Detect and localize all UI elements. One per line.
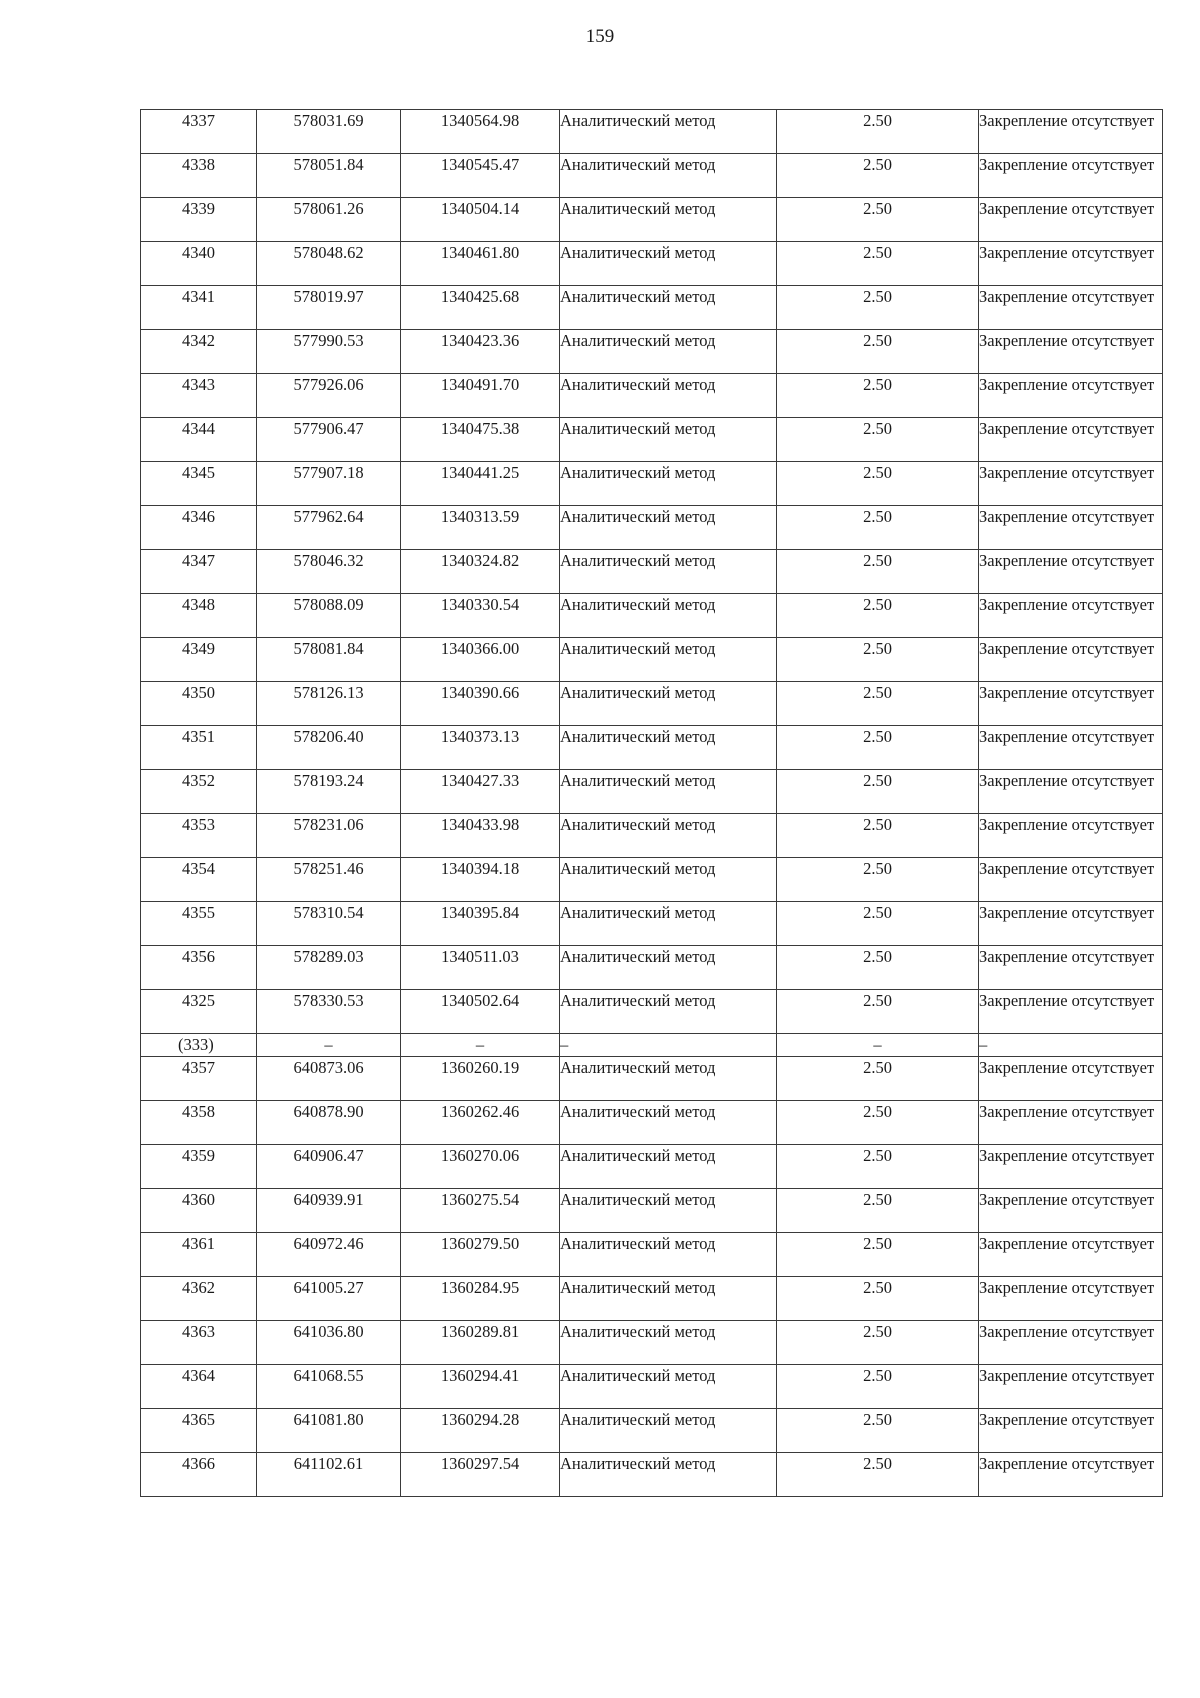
method-cell: Аналитический метод [560,550,777,594]
x-coordinate-cell: 577990.53 [257,330,401,374]
point-number-cell: 4362 [141,1277,257,1321]
point-number-cell: 4349 [141,638,257,682]
table-row [141,1277,1163,1321]
accuracy-cell: 2.50 [777,858,979,902]
accuracy-cell: 2.50 [777,110,979,154]
x-coordinate-cell: 640939.91 [257,1189,401,1233]
y-coordinate-cell: 1340504.14 [401,198,560,242]
coordinates-table-body [141,110,1163,1497]
y-coordinate-cell: 1360260.19 [401,1057,560,1101]
fixation-cell: Закрепление отсутствует [979,1189,1163,1233]
x-coordinate-cell: 641068.55 [257,1365,401,1409]
point-number-cell: 4342 [141,330,257,374]
accuracy-cell: 2.50 [777,1145,979,1189]
accuracy-cell: 2.50 [777,1101,979,1145]
accuracy-cell: 2.50 [777,1365,979,1409]
table-row [141,858,1163,902]
table-row [141,1233,1163,1277]
x-coordinate-cell: 578310.54 [257,902,401,946]
method-cell: Аналитический метод [560,1321,777,1365]
fixation-cell: Закрепление отсутствует [979,154,1163,198]
fixation-cell: Закрепление отсутствует [979,374,1163,418]
point-number-cell: 4343 [141,374,257,418]
method-cell: Аналитический метод [560,1233,777,1277]
accuracy-cell: 2.50 [777,726,979,770]
point-number-cell: 4346 [141,506,257,550]
y-coordinate-cell: 1360262.46 [401,1101,560,1145]
y-coordinate-cell: 1340313.59 [401,506,560,550]
x-coordinate-cell: 577962.64 [257,506,401,550]
table-row [141,1189,1163,1233]
fixation-cell: Закрепление отсутствует [979,110,1163,154]
point-number-cell: 4359 [141,1145,257,1189]
method-cell: Аналитический метод [560,902,777,946]
method-cell: Аналитический метод [560,330,777,374]
table-row [141,946,1163,990]
accuracy-cell: 2.50 [777,1321,979,1365]
y-coordinate-cell: 1340491.70 [401,374,560,418]
method-cell: Аналитический метод [560,1101,777,1145]
method-cell: Аналитический метод [560,1365,777,1409]
accuracy-cell: 2.50 [777,286,979,330]
accuracy-cell: 2.50 [777,242,979,286]
point-number-cell: 4355 [141,902,257,946]
table-row [141,726,1163,770]
table-row [141,1365,1163,1409]
table-row [141,374,1163,418]
x-coordinate-cell: 641081.80 [257,1409,401,1453]
y-coordinate-cell: 1340441.25 [401,462,560,506]
table-row [141,462,1163,506]
point-number-cell: 4350 [141,682,257,726]
fixation-cell: Закрепление отсутствует [979,990,1163,1034]
y-coordinate-cell: 1360297.54 [401,1453,560,1497]
table-row [141,682,1163,726]
point-number-cell: 4337 [141,110,257,154]
y-coordinate-cell: 1340475.38 [401,418,560,462]
accuracy-cell: 2.50 [777,154,979,198]
point-number-cell: 4325 [141,990,257,1034]
fixation-cell: Закрепление отсутствует [979,1145,1163,1189]
fixation-cell: Закрепление отсутствует [979,1453,1163,1497]
table-row [141,1145,1163,1189]
point-number-cell: 4340 [141,242,257,286]
y-coordinate-cell: 1340564.98 [401,110,560,154]
y-coordinate-cell: – [401,1034,560,1057]
table-row [141,902,1163,946]
point-number-cell: 4351 [141,726,257,770]
x-coordinate-cell: 641005.27 [257,1277,401,1321]
method-cell: Аналитический метод [560,110,777,154]
x-coordinate-cell: 577907.18 [257,462,401,506]
point-number-cell: 4338 [141,154,257,198]
point-number-cell: 4344 [141,418,257,462]
point-number-cell: 4365 [141,1409,257,1453]
table-row [141,1409,1163,1453]
accuracy-cell: 2.50 [777,902,979,946]
fixation-cell: Закрепление отсутствует [979,198,1163,242]
method-cell: Аналитический метод [560,594,777,638]
table-row [141,286,1163,330]
method-cell: Аналитический метод [560,770,777,814]
accuracy-cell: 2.50 [777,1453,979,1497]
fixation-cell: Закрепление отсутствует [979,506,1163,550]
table-row [141,1101,1163,1145]
page-number: 159 [585,26,615,47]
y-coordinate-cell: 1340423.36 [401,330,560,374]
method-cell: Аналитический метод [560,638,777,682]
y-coordinate-cell: 1340545.47 [401,154,560,198]
x-coordinate-cell: 578251.46 [257,858,401,902]
fixation-cell: – [979,1034,1163,1057]
method-cell: Аналитический метод [560,506,777,550]
table-row [141,154,1163,198]
x-coordinate-cell: 578330.53 [257,990,401,1034]
y-coordinate-cell: 1360270.06 [401,1145,560,1189]
method-cell: Аналитический метод [560,418,777,462]
x-coordinate-cell: 578193.24 [257,770,401,814]
y-coordinate-cell: 1340427.33 [401,770,560,814]
y-coordinate-cell: 1340330.54 [401,594,560,638]
table-row [141,110,1163,154]
x-coordinate-cell: 640873.06 [257,1057,401,1101]
point-number-cell: 4363 [141,1321,257,1365]
x-coordinate-cell: – [257,1034,401,1057]
accuracy-cell: 2.50 [777,462,979,506]
fixation-cell: Закрепление отсутствует [979,594,1163,638]
fixation-cell: Закрепление отсутствует [979,1057,1163,1101]
x-coordinate-cell: 578031.69 [257,110,401,154]
method-cell: Аналитический метод [560,1453,777,1497]
x-coordinate-cell: 641036.80 [257,1321,401,1365]
accuracy-cell: 2.50 [777,1409,979,1453]
point-number-cell: 4357 [141,1057,257,1101]
method-cell: – [560,1034,777,1057]
method-cell: Аналитический метод [560,946,777,990]
y-coordinate-cell: 1340366.00 [401,638,560,682]
table-row [141,814,1163,858]
x-coordinate-cell: 577926.06 [257,374,401,418]
x-coordinate-cell: 578061.26 [257,198,401,242]
accuracy-cell: 2.50 [777,946,979,990]
fixation-cell: Закрепление отсутствует [979,638,1163,682]
table-row [141,330,1163,374]
y-coordinate-cell: 1360284.95 [401,1277,560,1321]
method-cell: Аналитический метод [560,814,777,858]
point-number-cell: 4366 [141,1453,257,1497]
x-coordinate-cell: 578088.09 [257,594,401,638]
x-coordinate-cell: 578081.84 [257,638,401,682]
method-cell: Аналитический метод [560,286,777,330]
x-coordinate-cell: 578231.06 [257,814,401,858]
fixation-cell: Закрепление отсутствует [979,858,1163,902]
fixation-cell: Закрепление отсутствует [979,770,1163,814]
method-cell: Аналитический метод [560,154,777,198]
table-row [141,506,1163,550]
table-row [141,638,1163,682]
x-coordinate-cell: 578289.03 [257,946,401,990]
table-row [141,550,1163,594]
contour-separator-row [141,1034,1163,1057]
fixation-cell: Закрепление отсутствует [979,286,1163,330]
table-row [141,1453,1163,1497]
accuracy-cell: 2.50 [777,682,979,726]
y-coordinate-cell: 1360294.41 [401,1365,560,1409]
y-coordinate-cell: 1360294.28 [401,1409,560,1453]
x-coordinate-cell: 640878.90 [257,1101,401,1145]
fixation-cell: Закрепление отсутствует [979,1101,1163,1145]
method-cell: Аналитический метод [560,242,777,286]
point-number-cell: (333) [141,1034,257,1057]
fixation-cell: Закрепление отсутствует [979,814,1163,858]
x-coordinate-cell: 578046.32 [257,550,401,594]
fixation-cell: Закрепление отсутствует [979,902,1163,946]
method-cell: Аналитический метод [560,1145,777,1189]
fixation-cell: Закрепление отсутствует [979,682,1163,726]
point-number-cell: 4347 [141,550,257,594]
method-cell: Аналитический метод [560,990,777,1034]
accuracy-cell: 2.50 [777,1057,979,1101]
point-number-cell: 4341 [141,286,257,330]
point-number-cell: 4348 [141,594,257,638]
fixation-cell: Закрепление отсутствует [979,1321,1163,1365]
method-cell: Аналитический метод [560,858,777,902]
y-coordinate-cell: 1340433.98 [401,814,560,858]
fixation-cell: Закрепление отсутствует [979,1277,1163,1321]
method-cell: Аналитический метод [560,462,777,506]
accuracy-cell: 2.50 [777,638,979,682]
y-coordinate-cell: 1340511.03 [401,946,560,990]
method-cell: Аналитический метод [560,1057,777,1101]
accuracy-cell: 2.50 [777,594,979,638]
method-cell: Аналитический метод [560,1409,777,1453]
accuracy-cell: 2.50 [777,1233,979,1277]
point-number-cell: 4364 [141,1365,257,1409]
accuracy-cell: 2.50 [777,550,979,594]
y-coordinate-cell: 1340390.66 [401,682,560,726]
table-row [141,242,1163,286]
fixation-cell: Закрепление отсутствует [979,1233,1163,1277]
y-coordinate-cell: 1340324.82 [401,550,560,594]
accuracy-cell: 2.50 [777,198,979,242]
fixation-cell: Закрепление отсутствует [979,462,1163,506]
point-number-cell: 4356 [141,946,257,990]
y-coordinate-cell: 1340461.80 [401,242,560,286]
fixation-cell: Закрепление отсутствует [979,550,1163,594]
x-coordinate-cell: 578048.62 [257,242,401,286]
point-number-cell: 4353 [141,814,257,858]
table-row [141,990,1163,1034]
y-coordinate-cell: 1340394.18 [401,858,560,902]
fixation-cell: Закрепление отсутствует [979,726,1163,770]
y-coordinate-cell: 1360279.50 [401,1233,560,1277]
method-cell: Аналитический метод [560,198,777,242]
x-coordinate-cell: 577906.47 [257,418,401,462]
accuracy-cell: 2.50 [777,814,979,858]
x-coordinate-cell: 640972.46 [257,1233,401,1277]
accuracy-cell: 2.50 [777,770,979,814]
accuracy-cell: 2.50 [777,506,979,550]
accuracy-cell: 2.50 [777,418,979,462]
fixation-cell: Закрепление отсутствует [979,330,1163,374]
y-coordinate-cell: 1360275.54 [401,1189,560,1233]
fixation-cell: Закрепление отсутствует [979,1409,1163,1453]
table-row [141,198,1163,242]
x-coordinate-cell: 578206.40 [257,726,401,770]
y-coordinate-cell: 1360289.81 [401,1321,560,1365]
point-number-cell: 4361 [141,1233,257,1277]
fixation-cell: Закрепление отсутствует [979,946,1163,990]
accuracy-cell: 2.50 [777,1189,979,1233]
table-row [141,770,1163,814]
fixation-cell: Закрепление отсутствует [979,242,1163,286]
fixation-cell: Закрепление отсутствует [979,418,1163,462]
point-number-cell: 4354 [141,858,257,902]
x-coordinate-cell: 641102.61 [257,1453,401,1497]
method-cell: Аналитический метод [560,1189,777,1233]
method-cell: Аналитический метод [560,726,777,770]
y-coordinate-cell: 1340502.64 [401,990,560,1034]
table-row [141,418,1163,462]
x-coordinate-cell: 578051.84 [257,154,401,198]
y-coordinate-cell: 1340425.68 [401,286,560,330]
coordinates-table [140,109,1163,1497]
fixation-cell: Закрепление отсутствует [979,1365,1163,1409]
point-number-cell: 4358 [141,1101,257,1145]
accuracy-cell: 2.50 [777,1277,979,1321]
table-row [141,594,1163,638]
accuracy-cell: 2.50 [777,990,979,1034]
table-row [141,1321,1163,1365]
accuracy-cell: 2.50 [777,374,979,418]
table-row [141,1057,1163,1101]
method-cell: Аналитический метод [560,374,777,418]
x-coordinate-cell: 578126.13 [257,682,401,726]
method-cell: Аналитический метод [560,1277,777,1321]
point-number-cell: 4360 [141,1189,257,1233]
x-coordinate-cell: 640906.47 [257,1145,401,1189]
point-number-cell: 4339 [141,198,257,242]
method-cell: Аналитический метод [560,682,777,726]
accuracy-cell: 2.50 [777,330,979,374]
accuracy-cell: – [777,1034,979,1057]
y-coordinate-cell: 1340373.13 [401,726,560,770]
x-coordinate-cell: 578019.97 [257,286,401,330]
point-number-cell: 4352 [141,770,257,814]
point-number-cell: 4345 [141,462,257,506]
y-coordinate-cell: 1340395.84 [401,902,560,946]
